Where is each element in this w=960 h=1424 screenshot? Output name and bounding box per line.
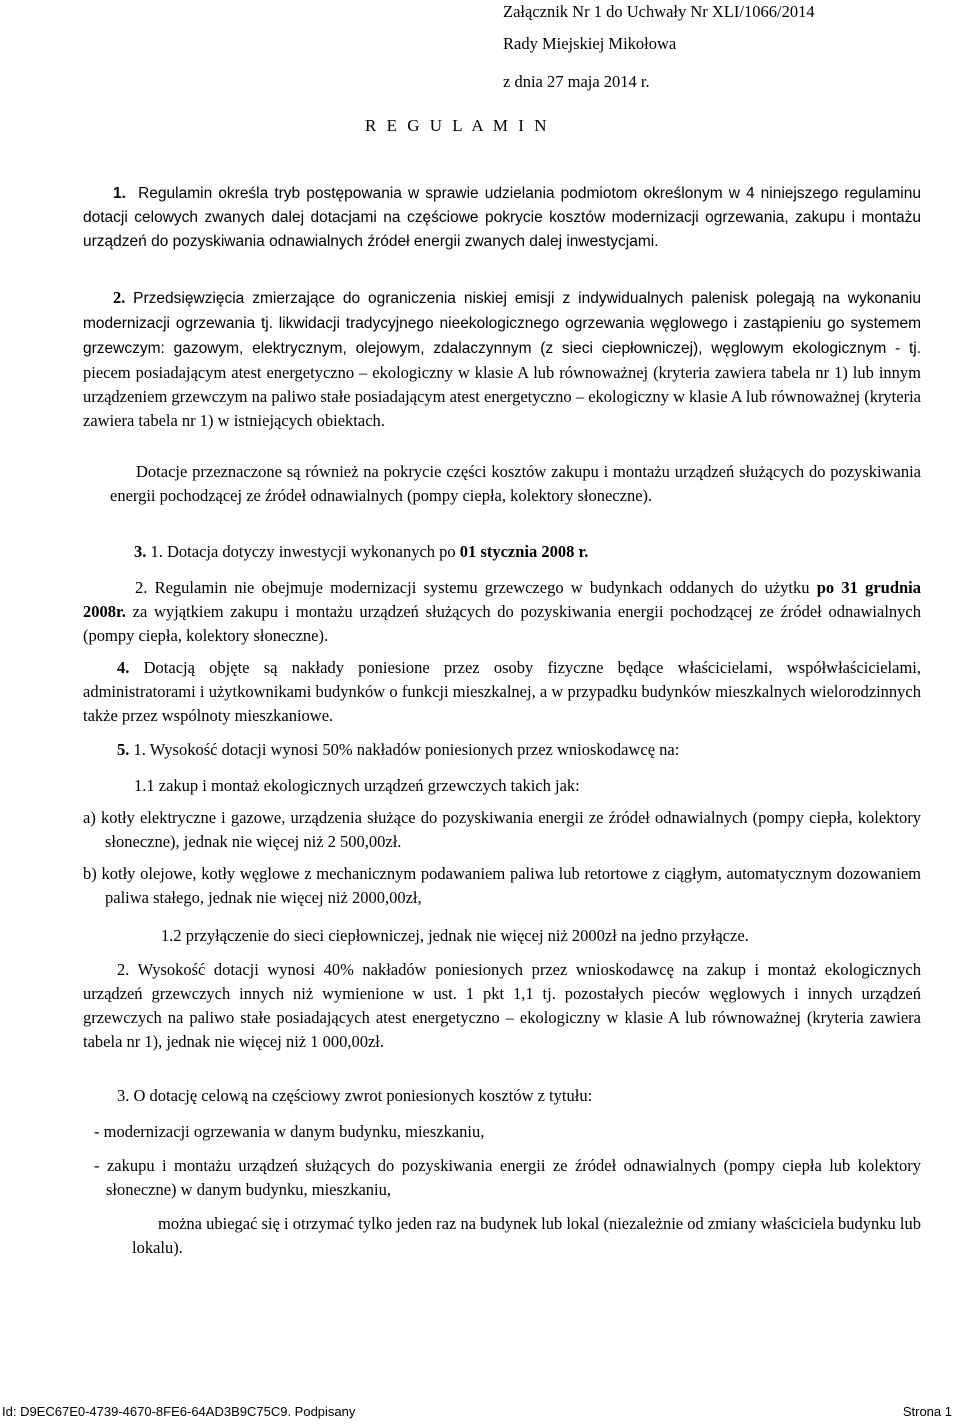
section-4-text: Dotacją objęte są nakłady poniesione przez osoby fizyczne będące właścicielami, współwłaścicielami, administratorami i użytkownikami budynków o funkcji mieszkalnej, a w przypadku budynków mieszkalnych wielorodzinnych także przez wspólnoty mieszkaniowe. <box>83 658 922 725</box>
section-3-point-2 <box>83 576 921 648</box>
header-line-1: Załącznik Nr 1 do Uchwały Nr XLI/1066/2014 <box>503 2 815 21</box>
section-2-paragraph-2-text: Dotacje przeznaczone są również na pokrycie części kosztów zakupu i montażu urządzeń służących do pozyskiwania energii pochodzącej ze źródeł odnawialnych (pompy ciepła, kolektory słoneczne). <box>110 462 921 505</box>
section-3-point-1 <box>110 540 921 564</box>
section-5-item-1-2 <box>83 924 921 948</box>
section-5-final-text: można ubiegać się i otrzymać tylko jeden raz na budynek lub lokal (niezależnie od zmiany właściciela budynku lub lokalu). <box>132 1214 921 1257</box>
section-2-paragraph-2 <box>110 460 921 508</box>
section-5-item-b <box>83 862 921 910</box>
header-line-3: z dnia 27 maja 2014 r. <box>503 72 650 91</box>
section-5-final <box>132 1212 921 1260</box>
section-3-point-2-text-c: za wyjątkiem zakupu i montażu urządzeń służących do pozyskiwania energii pochodzącej ze źródeł odnawialnych (pompy ciepła, kolektory słoneczne). <box>83 602 921 645</box>
section-5-dash-1-text: - modernizacji ogrzewania w danym budynku, mieszkaniu, <box>94 1122 485 1141</box>
section-2-text-b: likwidacji tradycyjnego nieekologicznego ogrzewania węglowego i zastąpieniu go systemem grzewczym: gazowym, elektrycznym, olejowym, zdalaczynnym (z sieci ciepłowniczej), węglowym ekologicznym - tj. <box>83 315 921 357</box>
section-1-text: Regulamin określa tryb postępowania w sprawie udzielania podmiotom określonym w 4 niniejszego regulaminu dotacji celowych zwanych dalej dotacjami na częściowe pokrycie kosztów modernizacji ogrzewania, zakupu i montażu urządzeń do pozyskiwania odnawialnych źródeł energii zwanych dalej inwestycjami. <box>83 185 921 250</box>
section-5-item-a <box>83 806 921 854</box>
section-5-item-1-1-text: 1.1 zakup i montaż ekologicznych urządzeń grzewczych takich jak: <box>134 776 580 795</box>
section-5-dash-1 <box>94 1120 921 1144</box>
section-2-text-c: piecem posiadającym atest energetyczno – ekologiczny w klasie A lub równoważnej (kryteria zawiera tabela nr 1) lub innym urządzeniem grzewczym na paliwo stałe posiadającym atest energetyczno – ekologiczny w klasie A lub równoważnej (kryteria zawiera tabela nr 1) w istniejących obiektach. <box>83 363 921 430</box>
section-3-date: 01 stycznia 2008 r. <box>459 542 589 561</box>
header-line-2: Rady Miejskiej Mikołowa <box>503 34 677 53</box>
section-5-dash-2-text: - zakupu i montażu urządzeń służących do pozyskiwania energii ze źródeł odnawialnych (pompy ciepła lub kolektory słoneczne) w danym budynku, mieszkaniu, <box>94 1156 921 1199</box>
document-title: R E G U L A M I N <box>365 116 550 135</box>
section-1-number: 1. <box>113 185 126 202</box>
section-3-point-2-text-a: 2. Regulamin nie obejmuje modernizacji systemu grzewczego w budynkach oddanych do użytku <box>135 578 810 597</box>
section-5-point-2-text: 2. Wysokość dotacji wynosi 40% nakładów poniesionych przez wnioskodawcę na zakup i montaż ekologicznych urządzeń grzewczych innych niż wymienione w ust. 1 pkt 1,1 tj. pozostałych pieców węglowych i innych urządzeń grzewczych na paliwo stałe posiadających atest energetyczno – ekologiczny w klasie A lub równoważnej (kryteria zawiera tabela nr 1), jednak nie więcej niż 1 000,00zł. <box>83 960 921 1051</box>
footer-page: Strona 1 <box>902 1404 952 1419</box>
footer-id: Id: D9EC67E0-4739-4670-8FE6-64AD3B9C75C9. Podpisany <box>2 1404 356 1419</box>
section-4-number: 4. <box>117 658 130 677</box>
section-5-point-2 <box>83 958 921 1054</box>
section-3-number: 3. <box>134 542 147 561</box>
section-3-point-1-text: 1. Dotacja dotyczy inwestycji wykonanych po <box>150 542 456 561</box>
section-5-dash-2 <box>94 1154 921 1202</box>
section-2 <box>83 286 921 433</box>
section-5-point-3 <box>83 1084 921 1108</box>
section-5-point-3-text: 3. O dotację celową na częściowy zwrot poniesionych kosztów z tytułu: <box>117 1086 593 1105</box>
section-2-text-a: Przedsięwzięcia zmierzające do ograniczenia niskiej emisji z indywidualnych palenisk polegają na wykonaniu modernizacji ogrzewania tj. <box>83 290 921 332</box>
section-1 <box>83 182 921 254</box>
section-5-point-1-text: 1. Wysokość dotacji wynosi 50% nakładów poniesionych przez wnioskodawcę na: <box>133 740 680 759</box>
section-4 <box>83 656 921 728</box>
section-2-number: 2. <box>113 288 126 307</box>
section-5-point-1 <box>83 738 921 762</box>
section-5-number: 5. <box>117 740 130 759</box>
section-5-item-1-1 <box>83 774 921 798</box>
section-5-item-1-2-text: 1.2 przyłączenie do sieci ciepłowniczej, jednak nie więcej niż 2000zł na jedno przyłącze. <box>161 926 749 945</box>
section-5-item-a-text: a) kotły elektryczne i gazowe, urządzenia służące do pozyskiwania energii ze źródeł odnawialnych (pompy ciepła, kolektory słoneczne), jednak nie więcej niż 2 500,00zł. <box>83 808 921 851</box>
section-3-point-2-date: po 31 grudnia 2008r. <box>83 578 922 621</box>
section-5-item-b-text: b) kotły olejowe, kotły węglowe z mechanicznym podawaniem paliwa lub retortowe z ciągłym, automatycznym dozowaniem paliwa stałego, jednak nie więcej niż 2000,00zł, <box>83 864 921 907</box>
